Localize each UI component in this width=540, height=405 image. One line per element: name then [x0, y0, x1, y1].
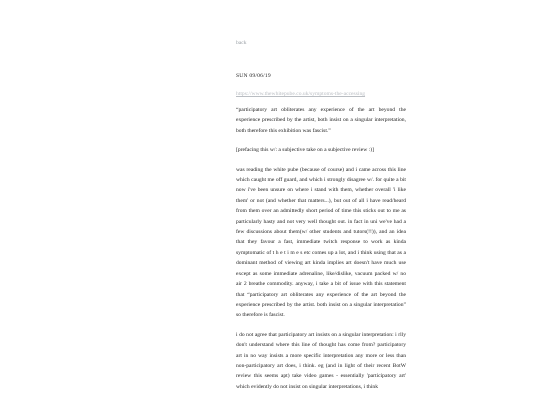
back-link[interactable]: back	[236, 40, 247, 46]
preface-paragraph: [prefacing this w/: a subjective take on a subjective review :)]	[236, 147, 374, 154]
post-container	[236, 40, 406, 392]
body-paragraph-1: was reading the white pube (because of course) and i came across this line which caught me off guard, and which i strongly disagree w/. for quite a bit now i've been unsure on where i stand with them, whether overall 'i like them' or not (and whether that matters...), but out of all i have read/heard from them over an admittedly short period of time this sticks out to me as particularly hasty and not very well thought out. in fact in uni we've had a few discussions about them(w/ other students and tutors(!!)), and an idea that they favour a fast, immediate twitch response to work as kinda symptomatic of t h e t i m e s etc comes up a lot, and i think using that as a dominant method of viewing art kinda implies art doesn't have much use except as some immediate adrenaline, like/dislike, vacuum packed w/ no air 2 breathe commodity. anyway, i take a bit of issue with this statement that “participatory art obliterates any experience of the art beyond the experience prescribed by the artist. both insist on a singular interpretation” so therefore is fascist.	[236, 166, 406, 319]
post-date: SUN 09/06/19	[236, 73, 271, 79]
body-paragraph-2: i do not agree that participatory art insists on a singular interpretation: i rlly don't understand where this line of thought has come from? participatory art in no way insists a more specific interpretation any more or less than non-participatory art does, i think. eg (and in light of their recent BotW review this seems apt) take video games - essentially 'participatory art' which evidently do not insist on singular interpretations, i think	[236, 331, 406, 390]
source-link[interactable]: https://www.thewhitepube.co.uk/symptoms-the-accessing	[236, 91, 366, 97]
quote-paragraph: “participatory art obliterates any experience of the art beyond the experience prescribed by the artist, both insist on a singular interpretation, both therefore this exhibition was fascist.”	[236, 107, 406, 134]
